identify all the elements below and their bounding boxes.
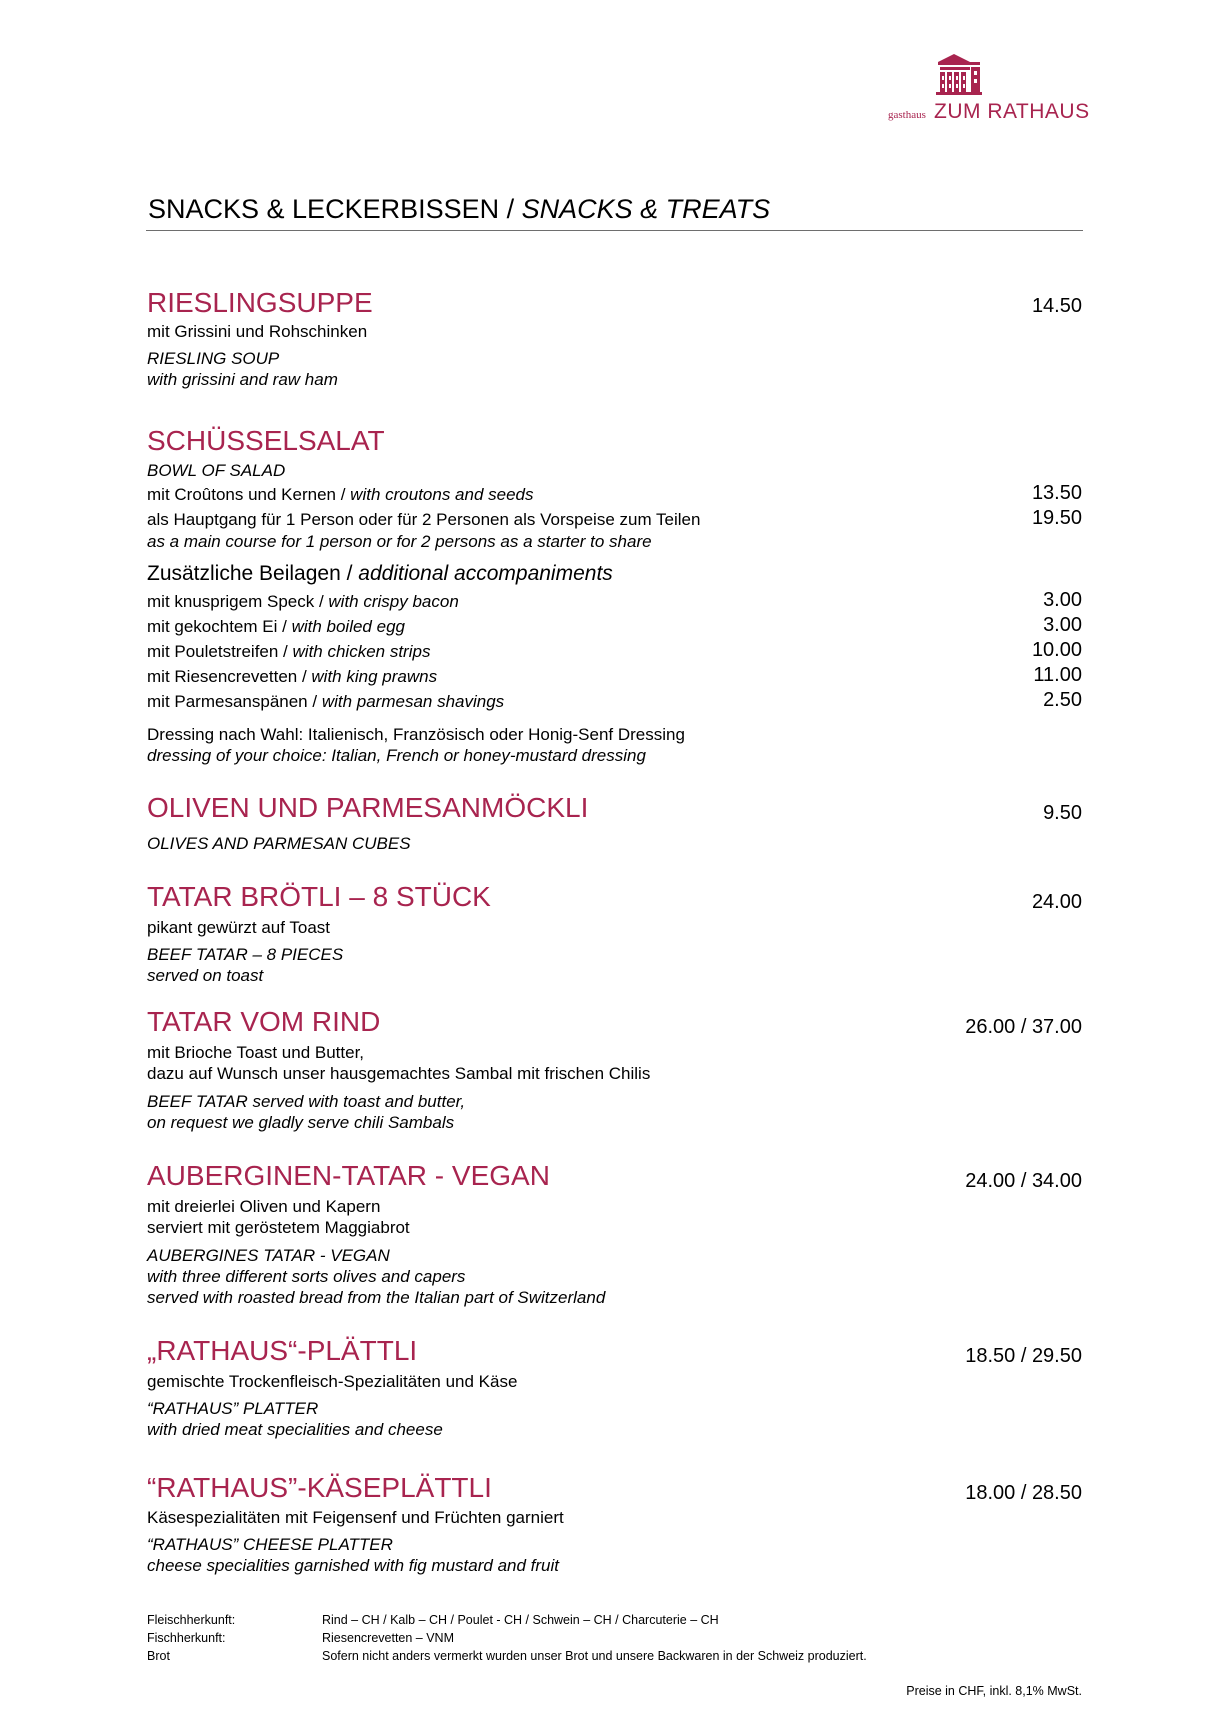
- dish-title-plaettli: „RATHAUS“-PLÄTTLI: [147, 1335, 418, 1366]
- desc-en-tatar-rind-2: on request we gladly serve chili Sambals: [147, 1113, 455, 1132]
- desc-de-kaeseplaettli: Käsespezialitäten mit Feigensenf und Früchten garniert: [147, 1508, 564, 1527]
- desc-de-plaettli: gemischte Trockenfleisch-Spezialitäten und Käse: [147, 1372, 518, 1391]
- title-en-salat: BOWL OF SALAD: [147, 461, 286, 480]
- desc-en-auberginen-3: served with roasted bread from the Italian part of Switzerland: [147, 1288, 606, 1307]
- dressing-en: dressing of your choice: Italian, French or honey-mustard dressing: [147, 746, 646, 765]
- logo-name-text: ZUM RATHAUS: [934, 100, 1090, 123]
- title-en-kaeseplaettli: “RATHAUS” CHEESE PLATTER: [147, 1535, 393, 1554]
- salat-extra-row: [147, 691, 504, 712]
- price-extra: 10.00: [1031, 639, 1082, 661]
- desc-de-riesling: mit Grissini und Rohschinken: [147, 322, 368, 341]
- salat-extras-heading: [147, 562, 613, 586]
- extra-de: mit Pouletstreifen /: [147, 642, 293, 661]
- extra-de: mit Parmesanspänen /: [147, 692, 322, 711]
- extra-en: with king prawns: [311, 667, 438, 686]
- price-riesling: 14.50: [1031, 295, 1082, 317]
- salat-extras-heading-en: additional accompaniments: [358, 562, 613, 585]
- price-auberginen: 24.00 / 34.00: [965, 1170, 1082, 1192]
- title-en-plaettli: “RATHAUS” PLATTER: [147, 1399, 319, 1418]
- footer-label: Fischherkunft:: [147, 1631, 226, 1645]
- salat-extra-row: [147, 616, 405, 637]
- price-extra: 3.00: [1043, 614, 1082, 636]
- salat-option-1-en: with croutons and seeds: [350, 485, 534, 504]
- price-oliven: 9.50: [1043, 802, 1082, 824]
- salat-extra-row: [147, 591, 459, 612]
- extra-en: with boiled egg: [291, 617, 405, 636]
- price-plaettli: 18.50 / 29.50: [965, 1345, 1082, 1367]
- dish-title-salat: SCHÜSSELSALAT: [147, 425, 385, 456]
- salat-extras-heading-de: Zusätzliche Beilagen /: [147, 562, 359, 585]
- extra-de: mit Riesencrevetten /: [147, 667, 312, 686]
- price-extra: 2.50: [1043, 689, 1082, 711]
- desc-en-tatar-broetli: served on toast: [147, 966, 264, 985]
- desc-en-plaettli: with dried meat specialities and cheese: [147, 1420, 443, 1439]
- desc-de-auberginen-1: mit dreierlei Oliven und Kapern: [147, 1197, 381, 1216]
- desc-en-auberginen-2: with three different sorts olives and capers: [147, 1267, 466, 1286]
- price-tatar-rind: 26.00 / 37.00: [965, 1016, 1082, 1038]
- salat-option-1: [147, 484, 534, 505]
- logo-gasthaus-text: gasthaus: [888, 109, 926, 121]
- title-en-tatar-broetli: BEEF TATAR – 8 PIECES: [147, 945, 344, 964]
- desc-de-tatar-rind-2: dazu auf Wunsch unser hausgemachtes Sambal mit frischen Chilis: [147, 1064, 651, 1083]
- desc-en-kaeseplaettli: cheese specialities garnished with fig mustard and fruit: [147, 1556, 559, 1575]
- dish-title-tatar-broetli: TATAR BRÖTLI – 8 STÜCK: [147, 881, 491, 912]
- desc-en-tatar-rind-1: BEEF TATAR served with toast and butter,: [147, 1092, 466, 1111]
- price-tatar-broetli: 24.00: [1031, 891, 1082, 913]
- section-title-de: SNACKS & LECKERBISSEN /: [148, 194, 522, 224]
- footer-value: Sofern nicht anders vermerkt wurden unser Brot und unsere Backwaren in der Schweiz produziert.: [322, 1649, 867, 1663]
- desc-de-tatar-rind-1: mit Brioche Toast und Butter,: [147, 1043, 365, 1062]
- salat-extra-row: [147, 666, 437, 687]
- dish-title-kaeseplaettli: “RATHAUS”-KÄSEPLÄTTLI: [147, 1472, 492, 1503]
- dish-title-riesling: RIESLINGSUPPE: [147, 287, 373, 318]
- building-logo-icon: [934, 54, 984, 96]
- salat-option-1-de: mit Croûtons und Kernen /: [147, 485, 351, 504]
- dish-title-auberginen: AUBERGINEN-TATAR - VEGAN: [147, 1160, 550, 1191]
- extra-en: with parmesan shavings: [321, 692, 505, 711]
- desc-en-riesling: with grissini and raw ham: [147, 370, 338, 389]
- section-title: [148, 194, 770, 225]
- extra-de: mit gekochtem Ei /: [147, 617, 292, 636]
- title-en-riesling: RIESLING SOUP: [147, 349, 280, 368]
- salat-option-2-de: als Hauptgang für 1 Person oder für 2 Personen als Vorspeise zum Teilen: [147, 510, 701, 529]
- price-kaeseplaettli: 18.00 / 28.50: [965, 1482, 1082, 1504]
- title-en-oliven: OLIVES AND PARMESAN CUBES: [147, 834, 411, 853]
- section-divider: [146, 230, 1083, 231]
- restaurant-logo: [888, 54, 1088, 134]
- dressing-de: Dressing nach Wahl: Italienisch, Französisch oder Honig-Senf Dressing: [147, 725, 685, 744]
- extra-en: with chicken strips: [292, 642, 431, 661]
- desc-de-tatar-broetli: pikant gewürzt auf Toast: [147, 918, 331, 937]
- extra-en: with crispy bacon: [328, 592, 459, 611]
- desc-de-auberginen-2: serviert mit geröstetem Maggiabrot: [147, 1218, 410, 1237]
- price-extra: 3.00: [1043, 589, 1082, 611]
- extra-de: mit knusprigem Speck /: [147, 592, 329, 611]
- tax-note: Preise in CHF, inkl. 8,1% MwSt.: [906, 1684, 1082, 1698]
- desc-en-auberginen-1: AUBERGINES TATAR - VEGAN: [147, 1246, 390, 1265]
- salat-option-2-en: as a main course for 1 person or for 2 persons as a starter to share: [147, 532, 652, 551]
- footer-label: Brot: [147, 1649, 170, 1663]
- price-salat-option-1: 13.50: [1031, 482, 1082, 504]
- footer-value: Rind – CH / Kalb – CH / Poulet - CH / Schwein – CH / Charcuterie – CH: [322, 1613, 719, 1627]
- dish-title-tatar-rind: TATAR VOM RIND: [147, 1006, 381, 1037]
- footer-label: Fleischherkunft:: [147, 1613, 236, 1627]
- salat-extra-row: [147, 641, 430, 662]
- price-extra: 11.00: [1033, 664, 1082, 686]
- section-title-en: SNACKS & TREATS: [521, 194, 771, 224]
- dish-title-oliven: OLIVEN UND PARMESANMÖCKLI: [147, 792, 589, 823]
- price-salat-option-2: 19.50: [1031, 507, 1082, 529]
- footer-value: Riesencrevetten – VNM: [322, 1631, 455, 1645]
